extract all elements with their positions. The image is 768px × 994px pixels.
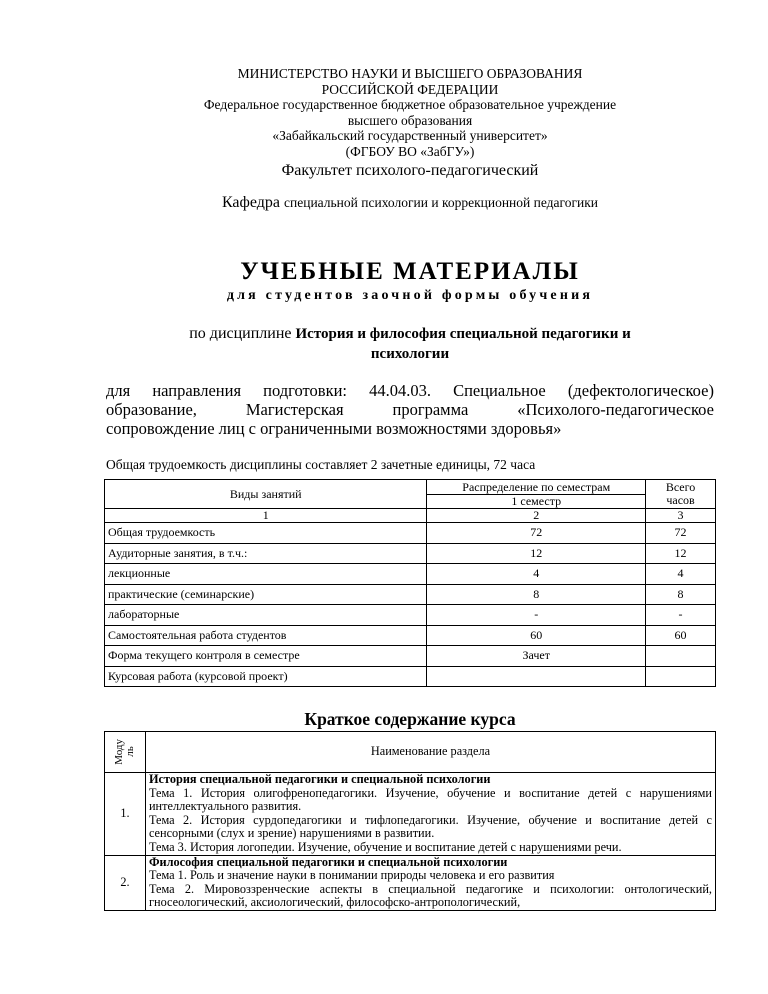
discipline-name-line-1: История и философия специальной педагогики и [295, 326, 631, 342]
direction-line-3: сопровождение лиц с ограниченными возможностями здоровья» [106, 419, 562, 438]
table-row [105, 584, 716, 605]
table-row [105, 523, 716, 544]
institution-line-1: Федеральное государственное бюджетное образовательное учреждение [203, 97, 617, 112]
header-activity-type: Виды занятий [105, 480, 427, 509]
row-total [646, 666, 716, 687]
department-name: специальной психологии и коррекционной педагогики [284, 195, 599, 210]
direction-word: 44.04.03. [369, 381, 431, 400]
row-name: лабораторные [105, 605, 427, 626]
module-topic: Тема 2. Мировоззренческие аспекты в специальной педагогике и психологии: онтологический, гносеологический, аксиологический, философско-антропологический, [148, 881, 712, 910]
row-name: Аудиторные занятия, в т.ч.: [105, 543, 427, 564]
faculty-name: Факультет психолого-педагогический [281, 162, 539, 179]
module-topic: Тема 3. История логопедии. Изучение, обучение и воспитание детей с нарушениями речи. [148, 839, 622, 854]
discipline-prefix: по дисциплине [189, 325, 292, 342]
row-total: 8 [646, 584, 716, 605]
row-semester: 12 [427, 543, 646, 564]
header-module-line-2: ль [123, 746, 136, 758]
row-semester: 72 [427, 523, 646, 544]
course-summary-title: Краткое содержание курса [304, 709, 516, 729]
ministry-line-1: МИНИСТЕРСТВО НАУКИ И ВЫСШЕГО ОБРАЗОВАНИЯ [237, 66, 583, 81]
content-table [104, 731, 716, 911]
row-semester [427, 666, 646, 687]
module-content [145, 773, 715, 856]
row-name: Общая трудоемкость [105, 523, 427, 544]
table-row [105, 666, 716, 687]
document-subtitle: для студентов заочной формы обучения [226, 288, 594, 303]
row-semester: 4 [427, 564, 646, 585]
header-semester-distribution: Распределение по семестрам [427, 480, 646, 495]
header-section-name: Наименование раздела [145, 732, 715, 773]
index-cell: 1 [105, 509, 427, 523]
row-name: практические (семинарские) [105, 584, 427, 605]
index-cell: 2 [427, 509, 646, 523]
table-header-row [105, 480, 716, 495]
row-total: 60 [646, 625, 716, 646]
table-index-row [105, 509, 716, 523]
discipline-block [120, 324, 700, 364]
content-header-row [105, 732, 716, 773]
row-total: - [646, 605, 716, 626]
header-module [105, 732, 146, 773]
direction-word: подготовки: [263, 381, 347, 400]
labor-intensity: Общая трудоемкость дисциплины составляет 2 зачетные единицы, 72 часа [106, 457, 536, 472]
header-total-line-2: часов [666, 493, 695, 507]
university-abbrev: (ФГБОУ ВО «ЗабГУ») [345, 143, 475, 159]
table-row [105, 564, 716, 585]
discipline-name-line-2: психологии [370, 346, 450, 362]
table-row [105, 646, 716, 667]
header-module-label [114, 739, 136, 765]
direction-line-1 [106, 381, 714, 400]
module-title: Философия специальной педагогики и специальной психологии [148, 854, 508, 869]
module-topic: Тема 1. История олигофренопедагогики. Изучение, обучение и воспитание детей с нарушениями интеллектуального развития. [148, 785, 712, 814]
row-name: лекционные [105, 564, 427, 585]
row-name: Форма текущего контроля в семестре [105, 646, 427, 667]
row-total: 12 [646, 543, 716, 564]
row-total: 4 [646, 564, 716, 585]
header-total-hours [646, 480, 716, 509]
hours-table [104, 479, 716, 687]
row-semester: - [427, 605, 646, 626]
header-semester-1: 1 семестр [427, 494, 646, 509]
row-name: Курсовая работа (курсовой проект) [105, 666, 427, 687]
row-name: Самостоятельная работа студентов [105, 625, 427, 646]
module-title: История специальной педагогики и специальной психологии [148, 772, 491, 786]
content-row [105, 773, 716, 856]
direction-word: образование, [106, 400, 197, 419]
header-total-line-1: Всего [665, 480, 696, 494]
direction-word: «Психолого-педагогическое [517, 400, 714, 419]
table-row [105, 605, 716, 626]
direction-word: для [106, 381, 131, 400]
row-total [646, 646, 716, 667]
module-number: 1. [105, 773, 146, 856]
row-semester: 60 [427, 625, 646, 646]
module-content [145, 855, 715, 910]
row-semester: 8 [427, 584, 646, 605]
index-cell: 3 [646, 509, 716, 523]
direction-block [106, 381, 714, 438]
document-header [100, 66, 720, 213]
document-title: УЧЕБНЫЕ МАТЕРИАЛЫ [240, 258, 580, 285]
row-total: 72 [646, 523, 716, 544]
department-prefix: Кафедра [221, 194, 281, 211]
university-name: «Забайкальский государственный университет» [272, 128, 548, 143]
institution-line-2: высшего образования [347, 112, 473, 128]
direction-word: Магистерская [245, 400, 344, 419]
ministry-line-2: РОССИЙСКОЙ ФЕДЕРАЦИИ [321, 81, 499, 97]
table-row [105, 543, 716, 564]
direction-line-2 [106, 400, 714, 419]
module-number: 2. [105, 855, 146, 910]
direction-word: Специальное [453, 381, 546, 400]
table-row [105, 625, 716, 646]
row-semester: Зачет [427, 646, 646, 667]
module-topic: Тема 1. Роль и значение науки в понимании природы человека и его развития [148, 868, 555, 883]
module-topic: Тема 2. История сурдопедагогики и тифлопедагогики. Изучение, обучение и воспитание детей с сенсорными (слух и зрение) нарушениями в развитии. [148, 812, 712, 841]
department-line [100, 193, 720, 213]
direction-word: (дефектологическое) [567, 381, 714, 400]
header-module-line-1: Моду [112, 739, 125, 765]
direction-word: направления [152, 381, 242, 400]
direction-word: программа [392, 400, 469, 419]
content-row [105, 855, 716, 910]
